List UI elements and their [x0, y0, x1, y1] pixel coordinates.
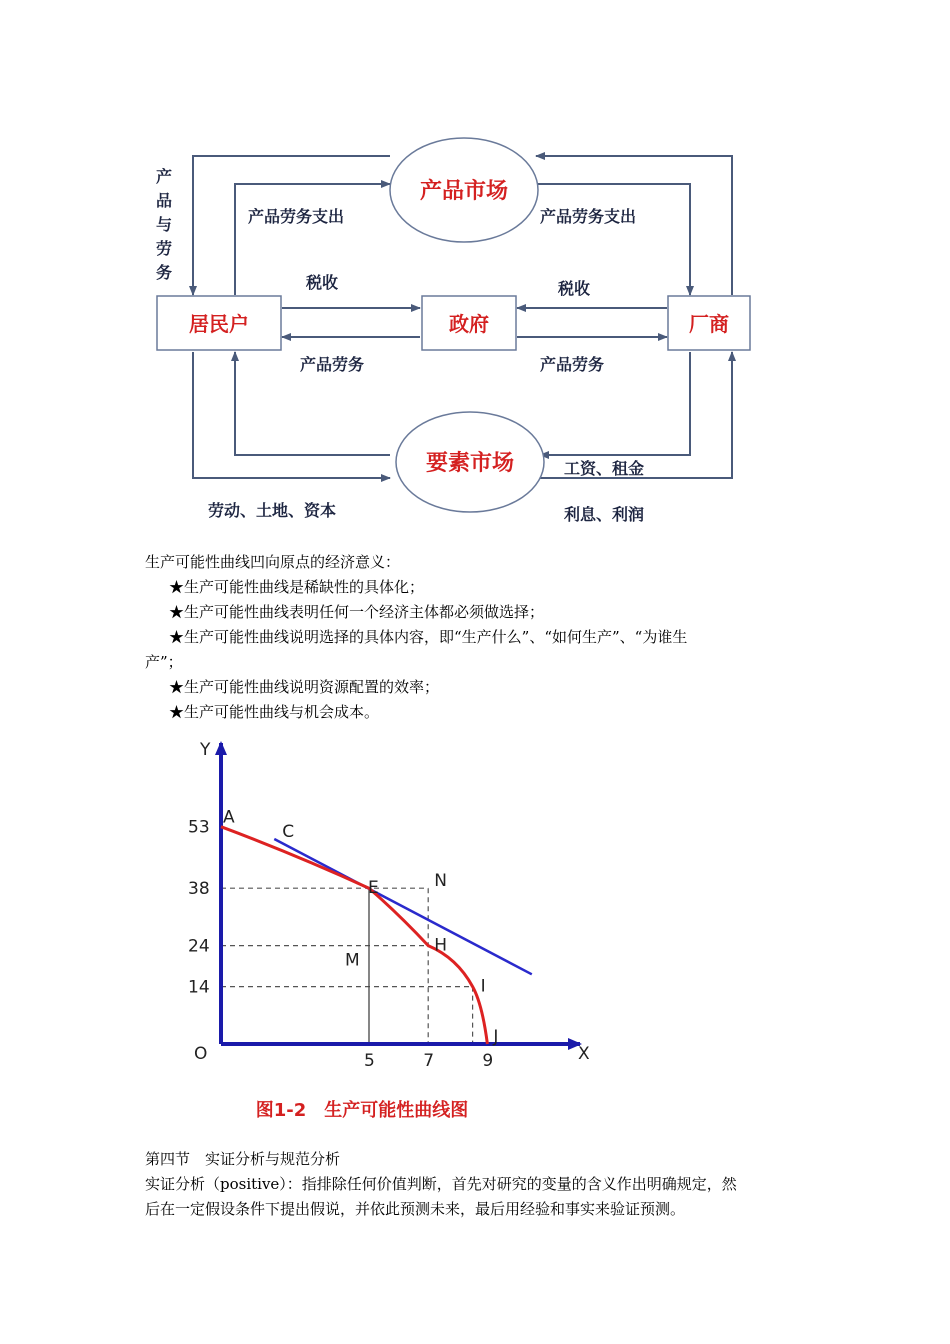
y-tick-14: 14: [188, 977, 210, 998]
positive-definition-line-2: 后在一定假设条件下提出假说，并依此预测未来，最后用经验和事实来验证预测。: [145, 1200, 686, 1218]
section-title: 第四节 实证分析与规范分析: [145, 1150, 341, 1168]
bullet-1: ★生产可能性曲线是稀缺性的具体化；: [169, 578, 425, 596]
chart-title: 图1-2 生产可能性曲线图: [255, 1100, 469, 1121]
point-label-N: N: [434, 871, 447, 892]
point-label-E: E: [368, 878, 379, 899]
government-label: 政府: [449, 312, 489, 336]
goods-right-label: 产品劳务: [540, 355, 605, 374]
product-market-label: 产品市场: [419, 179, 509, 204]
bullet-5: ★生产可能性曲线与机会成本。: [169, 703, 380, 721]
interest-label: 利息、利润: [564, 505, 645, 524]
goods-left-label: 产品劳务: [300, 355, 365, 374]
households-label: 居民户: [189, 312, 249, 336]
circular-flow-svg: [140, 120, 780, 530]
left-vertical-char-3: 与: [156, 215, 173, 234]
ppf-curve: [221, 827, 487, 1044]
tangent-line-c: [274, 839, 532, 974]
tax-right-label: 税收: [558, 279, 591, 298]
ppf-chart-svg: [180, 735, 600, 1130]
factor-market-label: 要素市场: [425, 451, 515, 476]
wages-label: 工资、租金: [564, 459, 645, 478]
bullet-3-continued: 产”；: [145, 653, 183, 671]
firms-label: 厂商: [689, 312, 729, 336]
spending-left-label: 产品劳务支出: [248, 207, 345, 226]
circular-flow-diagram: [140, 120, 780, 530]
x-axis-label: X: [578, 1044, 590, 1064]
origin-label: O: [194, 1044, 208, 1064]
y-tick-24: 24: [188, 936, 210, 957]
y-axis-label: Y: [200, 740, 211, 760]
point-label-H: H: [434, 935, 447, 956]
point-label-J: J: [493, 1027, 499, 1047]
positive-analysis-section: [145, 1147, 810, 1222]
point-label-M: M: [345, 950, 360, 971]
bullet-2: ★生产可能性曲线表明任何一个经济主体都必须做选择；: [169, 603, 545, 621]
bullet-3: ★生产可能性曲线说明选择的具体内容，即“生产什么”、“如何生产”、“为谁生: [169, 628, 688, 646]
spending-right-label: 产品劳务支出: [540, 207, 637, 226]
factors-label: 劳动、土地、资本: [208, 501, 337, 520]
ppf-chart: [180, 735, 600, 1130]
ppf-meaning-section: [145, 550, 810, 725]
point-label-A: A: [223, 807, 235, 828]
point-label-C: C: [282, 822, 295, 842]
left-vertical-char-1: 产: [156, 167, 173, 186]
bullet-4: ★生产可能性曲线说明资源配置的效率；: [169, 678, 440, 696]
left-vertical-char-4: 劳: [156, 239, 173, 258]
x-tick-5: 5: [364, 1051, 375, 1071]
point-label-I: I: [480, 976, 486, 997]
y-tick-53: 53: [188, 817, 210, 838]
x-tick-7: 7: [423, 1051, 435, 1071]
ppf-heading: 生产可能性曲线凹向原点的经济意义：: [145, 553, 401, 571]
left-vertical-char-5: 务: [156, 263, 173, 282]
tax-left-label: 税收: [306, 273, 339, 292]
x-tick-9: 9: [482, 1051, 494, 1071]
left-vertical-char-2: 品: [156, 191, 173, 210]
y-tick-38: 38: [188, 879, 210, 900]
positive-definition-line-1: 实证分析（positive）：指排除任何价值判断，首先对研究的变量的含义作出明确规定，然: [145, 1175, 737, 1193]
